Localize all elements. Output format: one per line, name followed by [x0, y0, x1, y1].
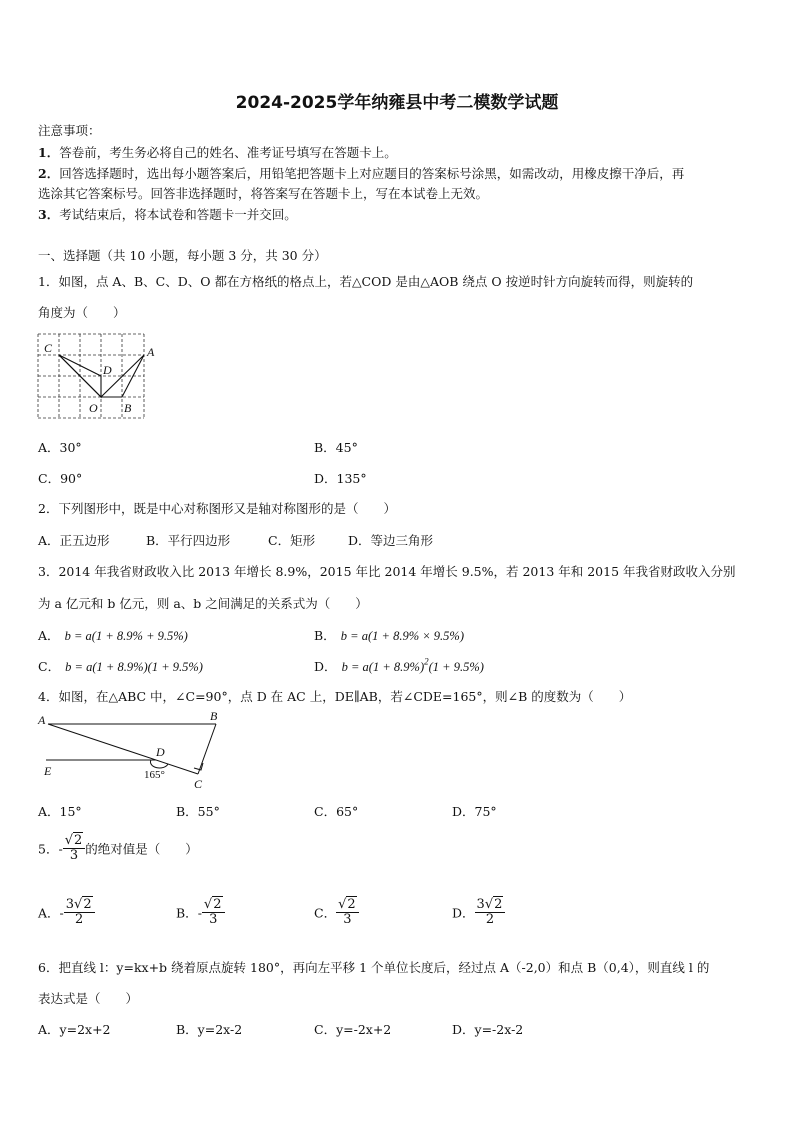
q5-option-a-radicand: 2 [83, 897, 92, 912]
q3-option-d-expr-b: (1 + 9.5%) [428, 660, 484, 674]
q6-option-d[interactable]: D．y=-2x-2 [452, 1022, 524, 1037]
q4-label-d: D [156, 745, 165, 759]
q6-option-c[interactable]: C．y=-2x+2 [314, 1022, 392, 1037]
q3-option-a-expr: b = a(1 + 8.9% + 9.5%) [64, 629, 188, 643]
q2-option-c[interactable]: C．矩形 [268, 533, 316, 548]
q3-option-b-expr: b = a(1 + 8.9% × 9.5%) [340, 629, 464, 643]
q5-option-a[interactable] [38, 898, 95, 928]
page-title: 2024-2025学年纳雍县中考二模数学试题 [235, 93, 559, 113]
q4-text: 4．如图，在△ABC 中，∠C=90°，点 D 在 AC 上，DE∥AB，若∠CDE=165°，则∠B 的度数为（ ） [38, 689, 632, 704]
q5-option-d-label: D． [452, 905, 475, 921]
note-2-text-a: 回答选择题时，选出每小题答案后，用铅笔把答题卡上对应题目的答案标号涂黑，如需改动，用橡皮擦干净后，再 [59, 166, 685, 181]
q1-option-d[interactable]: D．135° [314, 471, 367, 486]
q1-label-a: A [147, 345, 155, 359]
q5-sign: - [58, 841, 63, 857]
q5-option-d-coef: 3 [476, 897, 485, 912]
note-2-text-b: 选涂其它答案标号。回答非选择题时，将答案写在答题卡上，写在本试卷上无效。 [38, 186, 489, 201]
q4-label-a: A [38, 713, 46, 727]
q5-radical-sign: √ [64, 833, 73, 848]
q3-option-d-exponent: 2 [424, 656, 429, 667]
q1-text-b: 角度为（ ） [38, 305, 126, 320]
q1-text-a: 1．如图，点 A、B、C、D、O 都在方格纸的格点上，若△COD 是由△AOB 绕点 O 按逆时针方向旋转而得，则旋转的 [38, 274, 694, 289]
q5-option-b[interactable] [176, 898, 225, 928]
q3-option-d-label: D． [314, 659, 337, 674]
notes-heading: 注意事项： [38, 123, 101, 138]
q1-label-b: B [124, 401, 132, 415]
q2-option-a[interactable]: A．正五边形 [38, 533, 110, 548]
q1-option-a[interactable]: A．30° [38, 440, 82, 455]
q5-option-d[interactable] [452, 898, 505, 928]
note-1-text: 答卷前，考生务必将自己的姓名、准考证号填写在答题卡上。 [59, 145, 397, 160]
q5-number: 5． [38, 841, 59, 857]
q3-option-c-expr: b = a(1 + 8.9%)(1 + 9.5%) [65, 660, 203, 674]
q5-radicand: 2 [73, 833, 83, 848]
q5-option-a-sign: - [59, 905, 64, 921]
q5-option-a-fraction [64, 898, 95, 928]
q3-option-b-label: B． [314, 628, 336, 643]
note-1 [38, 143, 397, 161]
q3-option-a[interactable] [38, 625, 188, 644]
q2-option-d[interactable]: D．等边三角形 [348, 533, 434, 548]
q5-option-a-coef: 3 [65, 897, 75, 912]
q5-option-b-label: B． [176, 905, 198, 921]
note-2-number: 2． [38, 166, 60, 181]
q5-option-d-denominator: 2 [485, 912, 495, 928]
q1-label-c: C [44, 341, 53, 355]
q1-grid-figure [34, 330, 164, 422]
q5-option-c-label: C． [314, 905, 337, 921]
note-3-text: 考试结束后，将本试卷和答题卡一并交回。 [59, 207, 297, 222]
q4-label-e: E [44, 764, 52, 778]
q2-option-b[interactable]: B．平行四边形 [146, 533, 231, 548]
q6-text-a: 6．把直线 l：y=kx+b 绕着原点旋转 180°，再向左平移 1 个单位长度后，经过点 A（-2,0）和点 B（0,4），则直线 l 的 [38, 960, 710, 975]
q4-label-c: C [194, 777, 203, 791]
q5-option-d-radicand: 2 [494, 897, 503, 912]
q4-option-a[interactable]: A．15° [38, 804, 82, 819]
q3-text-a: 3．2014 年我省财政收入比 2013 年增长 8.9%，2015 年比 2014 年增长 9.5%，若 2013 年和 2015 年我省财政收入分别 [38, 564, 736, 579]
note-2 [38, 164, 684, 182]
q5-option-c-fraction [336, 898, 359, 928]
q3-option-c[interactable] [38, 656, 203, 675]
q6-option-b[interactable]: B．y=2x-2 [176, 1022, 243, 1037]
q3-option-b[interactable] [314, 625, 464, 644]
q3-option-d-expr-a: b = a(1 + 8.9%) [341, 660, 425, 674]
q5-option-b-radicand: 2 [213, 897, 222, 912]
q1-label-o: O [89, 401, 98, 415]
q5-option-c-radical-sign: √ [338, 897, 347, 912]
q1-option-b[interactable]: B．45° [314, 440, 358, 455]
q5-option-c-denominator: 3 [343, 912, 352, 928]
q2-text: 2．下列图形中，既是中心对称图形又是轴对称图形的是（ ） [38, 501, 396, 516]
q3-option-d[interactable] [314, 656, 484, 675]
q4-triangle-figure [34, 708, 234, 794]
q1-option-c[interactable]: C．90° [38, 471, 83, 486]
q3-text-b: 为 a 亿元和 b 亿元，则 a、b 之间满足的关系式为（ ） [38, 596, 368, 611]
q5-option-c[interactable] [314, 898, 359, 928]
q5-option-b-denominator: 3 [209, 912, 218, 928]
q5-option-a-radical-sign: √ [74, 897, 83, 912]
q5-option-b-radical-sign: √ [203, 897, 213, 912]
q5-option-d-radical-sign: √ [484, 897, 494, 912]
q5-option-a-label: A． [38, 905, 60, 921]
q1-triangles [59, 355, 144, 397]
q5-option-b-fraction [202, 898, 225, 928]
q3-option-c-label: C． [38, 659, 61, 674]
note-1-number: 1． [38, 145, 60, 160]
q5-tail: 的绝对值是（ ） [85, 841, 198, 857]
q6-text-b: 表达式是（ ） [38, 991, 139, 1006]
q5-option-d-fraction [475, 898, 506, 928]
q5-denominator: 3 [69, 848, 79, 864]
q4-option-d[interactable]: D．75° [452, 804, 497, 819]
section-heading: 一、选择题（共 10 小题，每小题 3 分，共 30 分） [38, 248, 327, 263]
q4-angle-label: 165° [144, 769, 165, 781]
q5-option-c-radicand: 2 [347, 897, 356, 912]
q4-lines [46, 724, 216, 774]
q4-option-b[interactable]: B．55° [176, 804, 220, 819]
q1-label-d: D [103, 363, 112, 377]
q5-option-a-denominator: 2 [75, 912, 84, 928]
q5-option-b-sign: - [197, 905, 202, 921]
q6-option-a[interactable]: A．y=2x+2 [38, 1022, 111, 1037]
note-3-number: 3． [38, 207, 60, 222]
note-3 [38, 205, 297, 223]
q4-option-c[interactable]: C．65° [314, 804, 359, 819]
q5-fraction [63, 834, 86, 864]
q3-option-a-label: A． [38, 628, 60, 643]
q4-label-b: B [210, 709, 218, 723]
q5-stem [38, 834, 198, 864]
